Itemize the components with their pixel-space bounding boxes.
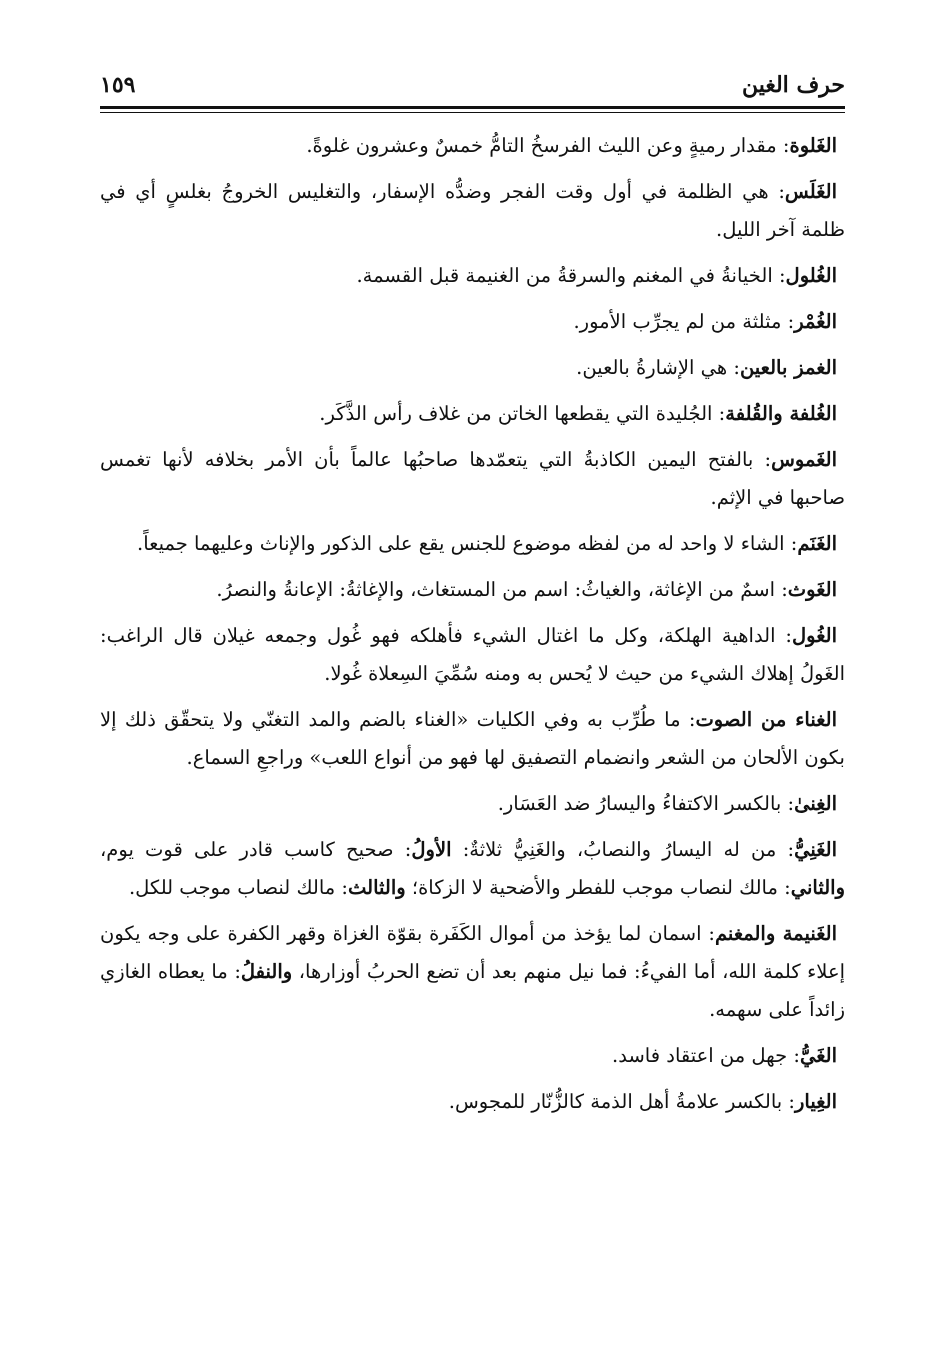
entry-definition: : مثلثة من لم يجرِّب الأمور. [573,310,795,333]
entry-definition: : مقدار رميةٍ وعن الليث الفرسخُ التامُّ خمسٌ وعشرون غلوةً. [306,134,790,157]
header-rule-thin [100,112,845,113]
entry-term: الغَنَم [797,532,837,555]
entry-definition: : من له اليسارُ والنصابُ، والغَنِيُّ ثلاثةٌ: [451,838,795,861]
entry-term: الغَنيمة والمغنم [714,922,837,945]
entry-definition: : بالكسر الاكتفاءُ واليسارُ ضد العَسَار. [497,792,795,815]
entry-subterm: الأولُ [411,838,452,861]
book-page [100,60,845,1129]
entry [100,571,845,609]
entry-definition: : بالكسر علامةُ أهل الذمة كالزُّنّار للمجوس. [448,1090,795,1113]
entry-term: الغَوث [787,578,837,601]
page-number: ١٥٩ [100,72,136,98]
entry-subterm: والثالث [347,876,406,899]
entry-definition: : الشاء لا واحد له من لفظه موضوع للجنس يقع على الذكور والإناث وعليهما جميعاً. [137,532,798,555]
entry [100,441,845,517]
entry-term: الغَلوة [789,134,837,157]
entry-term: الغَموس [771,448,837,471]
entry-definition: : هي الإشارةُ بالعين. [576,356,740,379]
entry-subdefinition: : مالك لنصاب موجب للكل. [128,876,348,899]
page-header [100,60,845,98]
entry-definition: : اسمٌ من الإغاثة، والغياثُ: اسم من المستغاث، والإغاثةُ: الإعانةُ والنصرُ. [216,578,788,601]
entry-subdefinition: : مالك لنصاب موجب للفطر والأضحية لا الزكاة؛ [405,876,791,899]
header-rule-thick [100,106,845,109]
entry-term: الغَلَس [784,180,837,203]
entry [100,617,845,693]
entry [100,395,845,433]
entry-definition: : هي الظلمة في أول وقت الفجر وضدُّه الإسفار، والتغليس الخروجُ بغلسٍ أي في ظلمة آخر الليل. [100,180,845,241]
entry-definition: : الداهية الهلكة، وكل ما اغتال الشيء فأهلكه فهو غُول وجمعه غيلان قال الراغب: الغَولُ إهلاك الشيء من حيث لا يُحس به ومنه سُمِّيَ السِعلاة غُولا. [100,624,845,685]
entry [100,831,845,907]
entry-definition: : ما طُرِّب به وفي الكليات «الغناء بالضم والمد التغنّي ولا يتحقّق ذلك إلا بكون الألحان من الشعر وانضمام التصفيق لها فهو من أنواع اللعب» وراجعِ السماع. [100,708,845,769]
entry-term: الغِنىٰ [794,792,837,815]
entry-term: الغِيار [794,1090,837,1113]
entry-definition: : الجُليدة التي يقطعها الخاتن من غلاف رأس الذَّكَر. [319,402,726,425]
chapter-title: حرف الغين [741,72,845,98]
entry-subterm: والنفلُ [240,960,293,983]
entry [100,1037,845,1075]
entry [100,127,845,165]
entry-definition: : الخيانةُ في المغنم والسرقةُ من الغنيمة قبل القسمة. [356,264,786,287]
entries-list [100,127,845,1121]
entry-definition: : اسمان لما يؤخذ من أموال الكَفَرة بقوّة الغزاة وقهر الكفرة على وجه يكون إعلاء كلمة الله، أما الفيءُ: فما نيل منهم بعد أن تضع الحربُ أوزارها، [100,922,845,983]
entry [100,785,845,823]
entry-term: الغمز بالعين [739,356,837,379]
entry [100,257,845,295]
entry [100,303,845,341]
entry-term: الغَيُّ [799,1044,837,1067]
entry-subdefinition: : ما يعطاه الغازي زائداً على سهمه. [100,960,845,1021]
entry-term: الغُمْر [794,310,837,333]
entry-definition: : بالفتح اليمين الكاذبةُ التي يتعمّدها صاحبُها عالماً بأن الأمر بخلافه لأنها تغمس صاحبها في الإثم. [100,448,845,509]
entry-term: الغناء من الصوت [695,708,837,731]
entry-definition: : جهل من اعتقاد فاسد. [612,1044,800,1067]
entry-term: الغُول [791,624,837,647]
entry [100,1083,845,1121]
entry [100,525,845,563]
entry-term: الغُلفة والقُلفة [725,402,837,425]
entry [100,173,845,249]
entry-subdefinition: : صحيح كاسب قادر على قوت يوم، [100,838,412,861]
entry-term: الغُلول [785,264,837,287]
entry-subterm: والثاني [790,876,845,899]
entry [100,349,845,387]
entry [100,915,845,1029]
entry-term: الغَنِيُّ [794,838,837,861]
entry [100,701,845,777]
